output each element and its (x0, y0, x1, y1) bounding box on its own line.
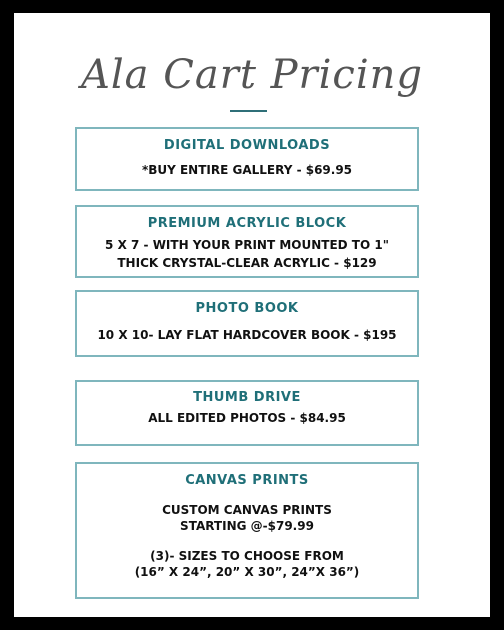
section-heading: DIGITAL DOWNLOADS (163, 138, 331, 153)
section-digital-downloads (75, 127, 419, 191)
section-thumb-drive (75, 380, 419, 446)
pricing-sheet (14, 13, 490, 617)
section-line: ALL EDITED PHOTOS - $84.95 (148, 411, 346, 425)
section-line: 5 X 7 - WITH YOUR PRINT MOUNTED TO 1" (105, 238, 389, 252)
section-heading: PHOTO BOOK (195, 301, 299, 316)
section-line: CUSTOM CANVAS PRINTS (162, 503, 332, 517)
section-canvas-prints (75, 462, 419, 599)
section-line: STARTING @-$79.99 (180, 519, 314, 533)
title-underline (230, 110, 267, 112)
section-photo-book (75, 290, 419, 357)
page-title: Ala Cart Pricing (81, 52, 423, 98)
section-heading: PREMIUM ACRYLIC BLOCK (147, 216, 347, 231)
section-line: THICK CRYSTAL-CLEAR ACRYLIC - $129 (117, 256, 377, 270)
section-heading: THUMB DRIVE (193, 390, 301, 405)
section-premium-acrylic-block (75, 205, 419, 278)
section-line: (3)- SIZES TO CHOOSE FROM (150, 549, 344, 563)
section-line: 10 X 10- LAY FLAT HARDCOVER BOOK - $195 (97, 328, 397, 342)
section-line: (16” X 24”, 20” X 30”, 24”X 36”) (134, 565, 360, 579)
section-heading: CANVAS PRINTS (185, 473, 309, 488)
section-line: *BUY ENTIRE GALLERY - $69.95 (141, 163, 353, 177)
